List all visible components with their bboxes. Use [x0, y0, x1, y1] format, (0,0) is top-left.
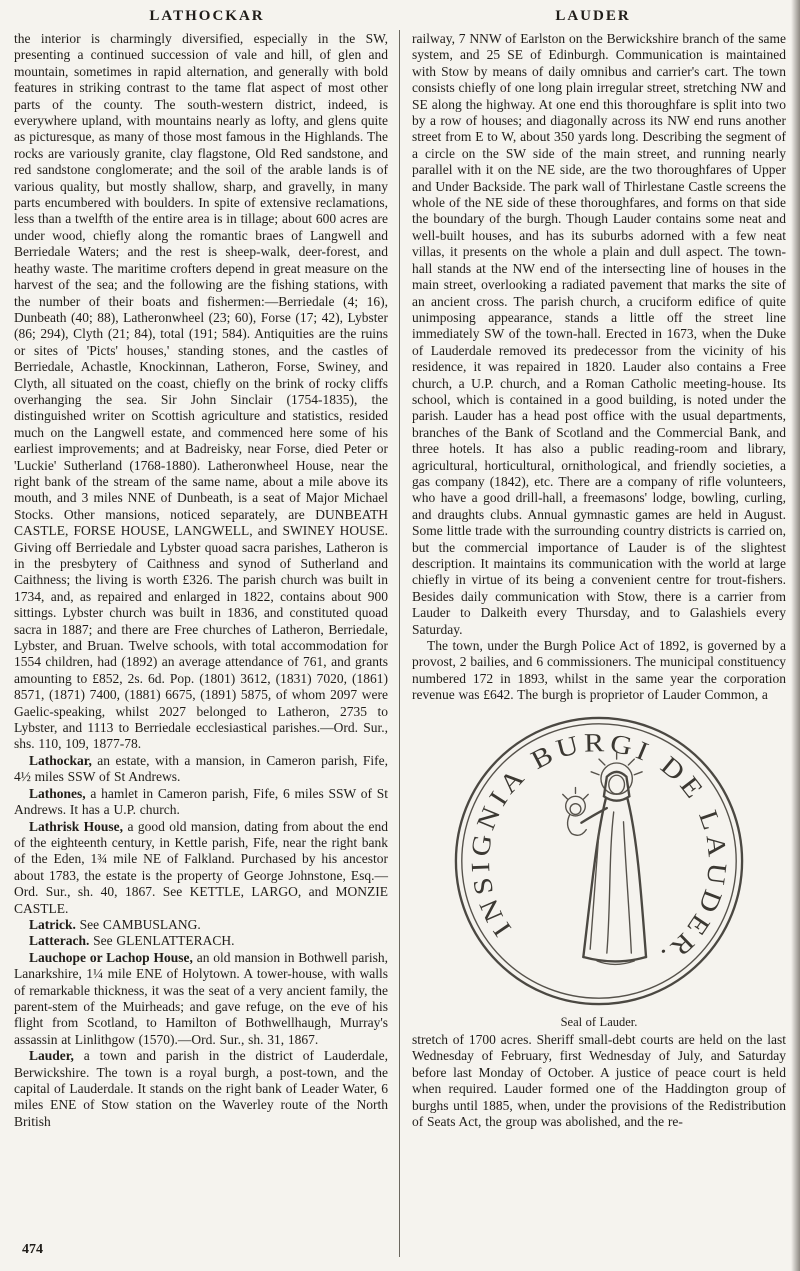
entry-headword: Lauchope or Lachop House, [29, 949, 193, 965]
paragraph: Lathrisk House, a good old mansion, dating from about the end of the eighteenth century, in Kettle parish, Fife, near the right bank of the Eden, 1¾ mile NE of Falkland. Purchased by his ancestor about 1783, the estate is the property of George Johnstone, Esq.—Ord. Sur., sh. 40, 1867. See KETTLE, LARGO, and MONZIE CASTLE. [14, 818, 388, 916]
paragraph: Lathones, a hamlet in Cameron parish, Fife, 6 miles SSW of St Andrews. It has a U.P. church. [14, 785, 388, 818]
paragraph: Latterach. See GLENLATTERACH. [29, 933, 235, 949]
paragraph: railway, 7 NNW of Earlston on the Berwickshire branch of the same system, and 25 SE of Edinburgh. Communication is maintained with Stow by means of daily omnibus and carrier's cart. The town consists chiefly of one long plain irregular street, stretching NW and SE along the highway. At one end this thoroughfare is split into two by a row of houses; and diagonally across its NW end runs another street from E to W, about 350 yards long. Describing the segment of a circle on the SW side of the main street, and running nearly parallel with it on the NE side, are the two thoroughfares of Upper and Under Backside. The park wall of Thirlestane Castle screens the whole of the NE side of these thoroughfares, and forms on that side the boundary of the burgh. Though Lauder contains some neat and well-built houses, and has its suburbs adorned with a few neat villas, it presents on the whole a plain and dull aspect. The town-hall stands at the NW end of the intersecting line of houses in the main street, overlooking a radiated pavement that marks the site of an ancient cross. The parish church, a cruciform edifice of quite unimposing appearance, stands a little off the street line immediately SW of the town-hall. Erected in 1673, when the Duke of Lauderdale removed its predecessor from the vicinity of his residence, it was repaired in 1820. Lauder also contains a Free church, a U.P. church, and a Roman Catholic meeting-house. Its school, which is contained in a good building, is noted under the parish. Lauder has a head post office with the usual departments, branches of the Bank of Scotland and the Commercial Bank, and three hotels. It has also a public reading-room and library, agricultural, horticultural, ornithological, and friendly societies, a gas company (1842), etc. There are a company of rifle volunteers, who have a good drill-hall, a freemasons' lodge, bowling, curling, and draughts clubs. Annual gymnastic games are held in August. Some little trade with the surrounding country districts is carried on, but the commercial importance of Lauder is of the slightest description. It maintains its communication with the world at large chiefly in virtue of its being a convenient centre for trout-fishers. Besides daily communication with Stow, there is a carrier from Lauder to Dalkeith every Thursday, and to Galashiels every Saturday. [412, 31, 786, 637]
seal-ring-text: INSIGNIA BURGI DE LAUDER. [464, 726, 734, 974]
paragraph: Lathockar, an estate, with a mansion, in Cameron parish, Fife, 4½ miles SSW of St Andrews. [14, 752, 388, 785]
paragraph: The town, under the Burgh Police Act of 1892, is governed by a provost, 2 bailies, and 6 commissioners. The municipal constituency numbered 172 in 1893, whilst in the same year the corporation revenue was £642. The burgh is proprietor of Lauder Common, a [412, 638, 786, 703]
entry-headword: Lathockar, [29, 752, 92, 768]
entry-headword: Latterach. [29, 933, 90, 949]
entry-headword: Lathones, [29, 785, 86, 801]
left-running-head: LATHOCKAR [149, 8, 265, 24]
entry-headword: Lathrisk House, [29, 818, 124, 834]
text-columns [0, 29, 800, 1131]
seal-of-lauder-image [452, 714, 746, 1008]
madonna-figure [581, 771, 646, 961]
right-column-top-text [412, 31, 786, 704]
left-column [14, 31, 388, 1131]
seal-inner-ring [462, 723, 736, 997]
paragraph: the interior is charmingly diversified, especially in the SW, presenting a continued succession of vale and hill, of glen and mountain, sometimes in rapid alternation, and generally with bold features in striking contrast to the tame flat aspect of most other parts of the county. The south-western district, indeed, is everywhere upland, with mountains nearly as lofty, and glens quite as picturesque, as many of those most famous in the Highlands. The rocks are variously granite, clay flagstone, Old Red sandstone, and red sandstone conglomerate; and the soil of the arable lands is of various quality, but mostly shallow, sharp, and gravelly, in many parts encumbered with boulders. In spite of extensive reclamations, less than a twelfth of the entire area is in tillage; about 600 acres are under wood, chiefly along the romantic braes of Langwell and Berriedale Waters; and the rest is sheep-walk, deer-forest, and heathy waste. The maritime crofters depend in great measure on the harvest of the sea; and the following are the fishing stations, with the number of their boats and fishermen:—Berriedale (4; 16), Dunbeath (40; 88), Latheronwheel (23; 60), Forse (17; 42), Lybster (86; 294), Clyth (21; 84), total (191; 584). Antiquities are the ruins or sites of 'Picts' houses,' standing stones, and the castles of Berriedale, Achastle, Knockinnan, Latheron, Forse, Swiney, and Clyth, all situated on the coast, chiefly on the brink of rocky cliffs overhanging the sea. Sir John Sinclair (1754-1835), the distinguished writer on Scottish agriculture and statistics, resided much on the Langwell estate, and commenced here some of his earliest improvements; and at Badreisky, near Forse, died Peter or 'Luckie' Sutherland (1768-1880). Latheronwheel House, near the right bank of the stream of the same name, about a mile above its mouth, and 3 miles NNE of Dunbeath, is a seat of Major Michael Stocks. Other mansions, noticed separately, are DUNBEATH CASTLE, FORSE HOUSE, LANGWELL, and SWINEY HOUSE. Giving off Berriedale and Lybster quoad sacra parishes, Latheron is in the presbytery of Caithness and synod of Sutherland and Caithness; the living is worth £326. The parish church was built in 1734, and, as repaired and enlarged in 1822, contains about 900 sittings. Lybster church was built in 1836, and constituted quoad sacra in 1887; and there are Free churches of Latheron, Berriedale, Lybster, and Bruan. Twelve schools, with total accommodation for 1554 children, had (1892) an average attendance of 761, and grants amounting to £852, 2s. 6d. Pop. (1801) 3612, (1831) 7020, (1861) 8571, (1871) 7400, (1881) 6675, (1891) 5875, of whom 2097 were Gaelic-speaking, whilst 2027 belonged to Latheron, 2735 to Lybster, and 1113 to Berriedale ecclesiastical parishes.—Ord. Sur., shs. 110, 109, 1877-78. [14, 31, 388, 752]
seal-figure [412, 714, 786, 1030]
right-running-head: LAUDER [555, 8, 631, 24]
column-divider [399, 30, 400, 1257]
paragraph: Lauchope or Lachop House, an old mansion in Bothwell parish, Lanarkshire, 1¼ mile ENE of Holytown. A tower-house, with walls of remarkable thickness, it was the seat of a very ancient family, the parent-stem of the Muirheads; and gave refuge, on the eve of his flight from Scotland, to Hamilton of Bothwellhaugh, Murray's assassin at Linlithgow (1570).—Ord. Sur., sh. 31, 1867. [14, 949, 388, 1047]
right-column [412, 31, 786, 1131]
right-column-bottom-text [412, 1032, 786, 1130]
entry-headword: Lauder, [29, 1048, 74, 1064]
page-number: 474 [22, 1242, 43, 1257]
running-heads [0, 0, 800, 29]
paragraph: Latrick. See CAMBUSLANG. [29, 916, 201, 932]
entry-headword: Latrick. [29, 916, 76, 932]
paragraph: stretch of 1700 acres. Sheriff small-debt courts are held on the last Wednesday of February, first Wednesday of July, and Saturday before last Monday of October. A justice of peace court is held when required. Lauder formed one of the Haddington group of burghs until 1885, when, under the provisions of the Redistribution of Seats Act, the group was abolished, and the re- [412, 1032, 786, 1130]
child-figure [563, 787, 588, 835]
paragraph: Lauder, a town and parish in the district of Lauderdale, Berwickshire. The town is a royal burgh, a post-town, and the capital of Lauderdale. It stands on the right bank of Leader Water, 6 miles ENE of Stow station on the Waverley route of the North British [14, 1048, 388, 1129]
seal-caption: Seal of Lauder. [560, 1014, 638, 1029]
